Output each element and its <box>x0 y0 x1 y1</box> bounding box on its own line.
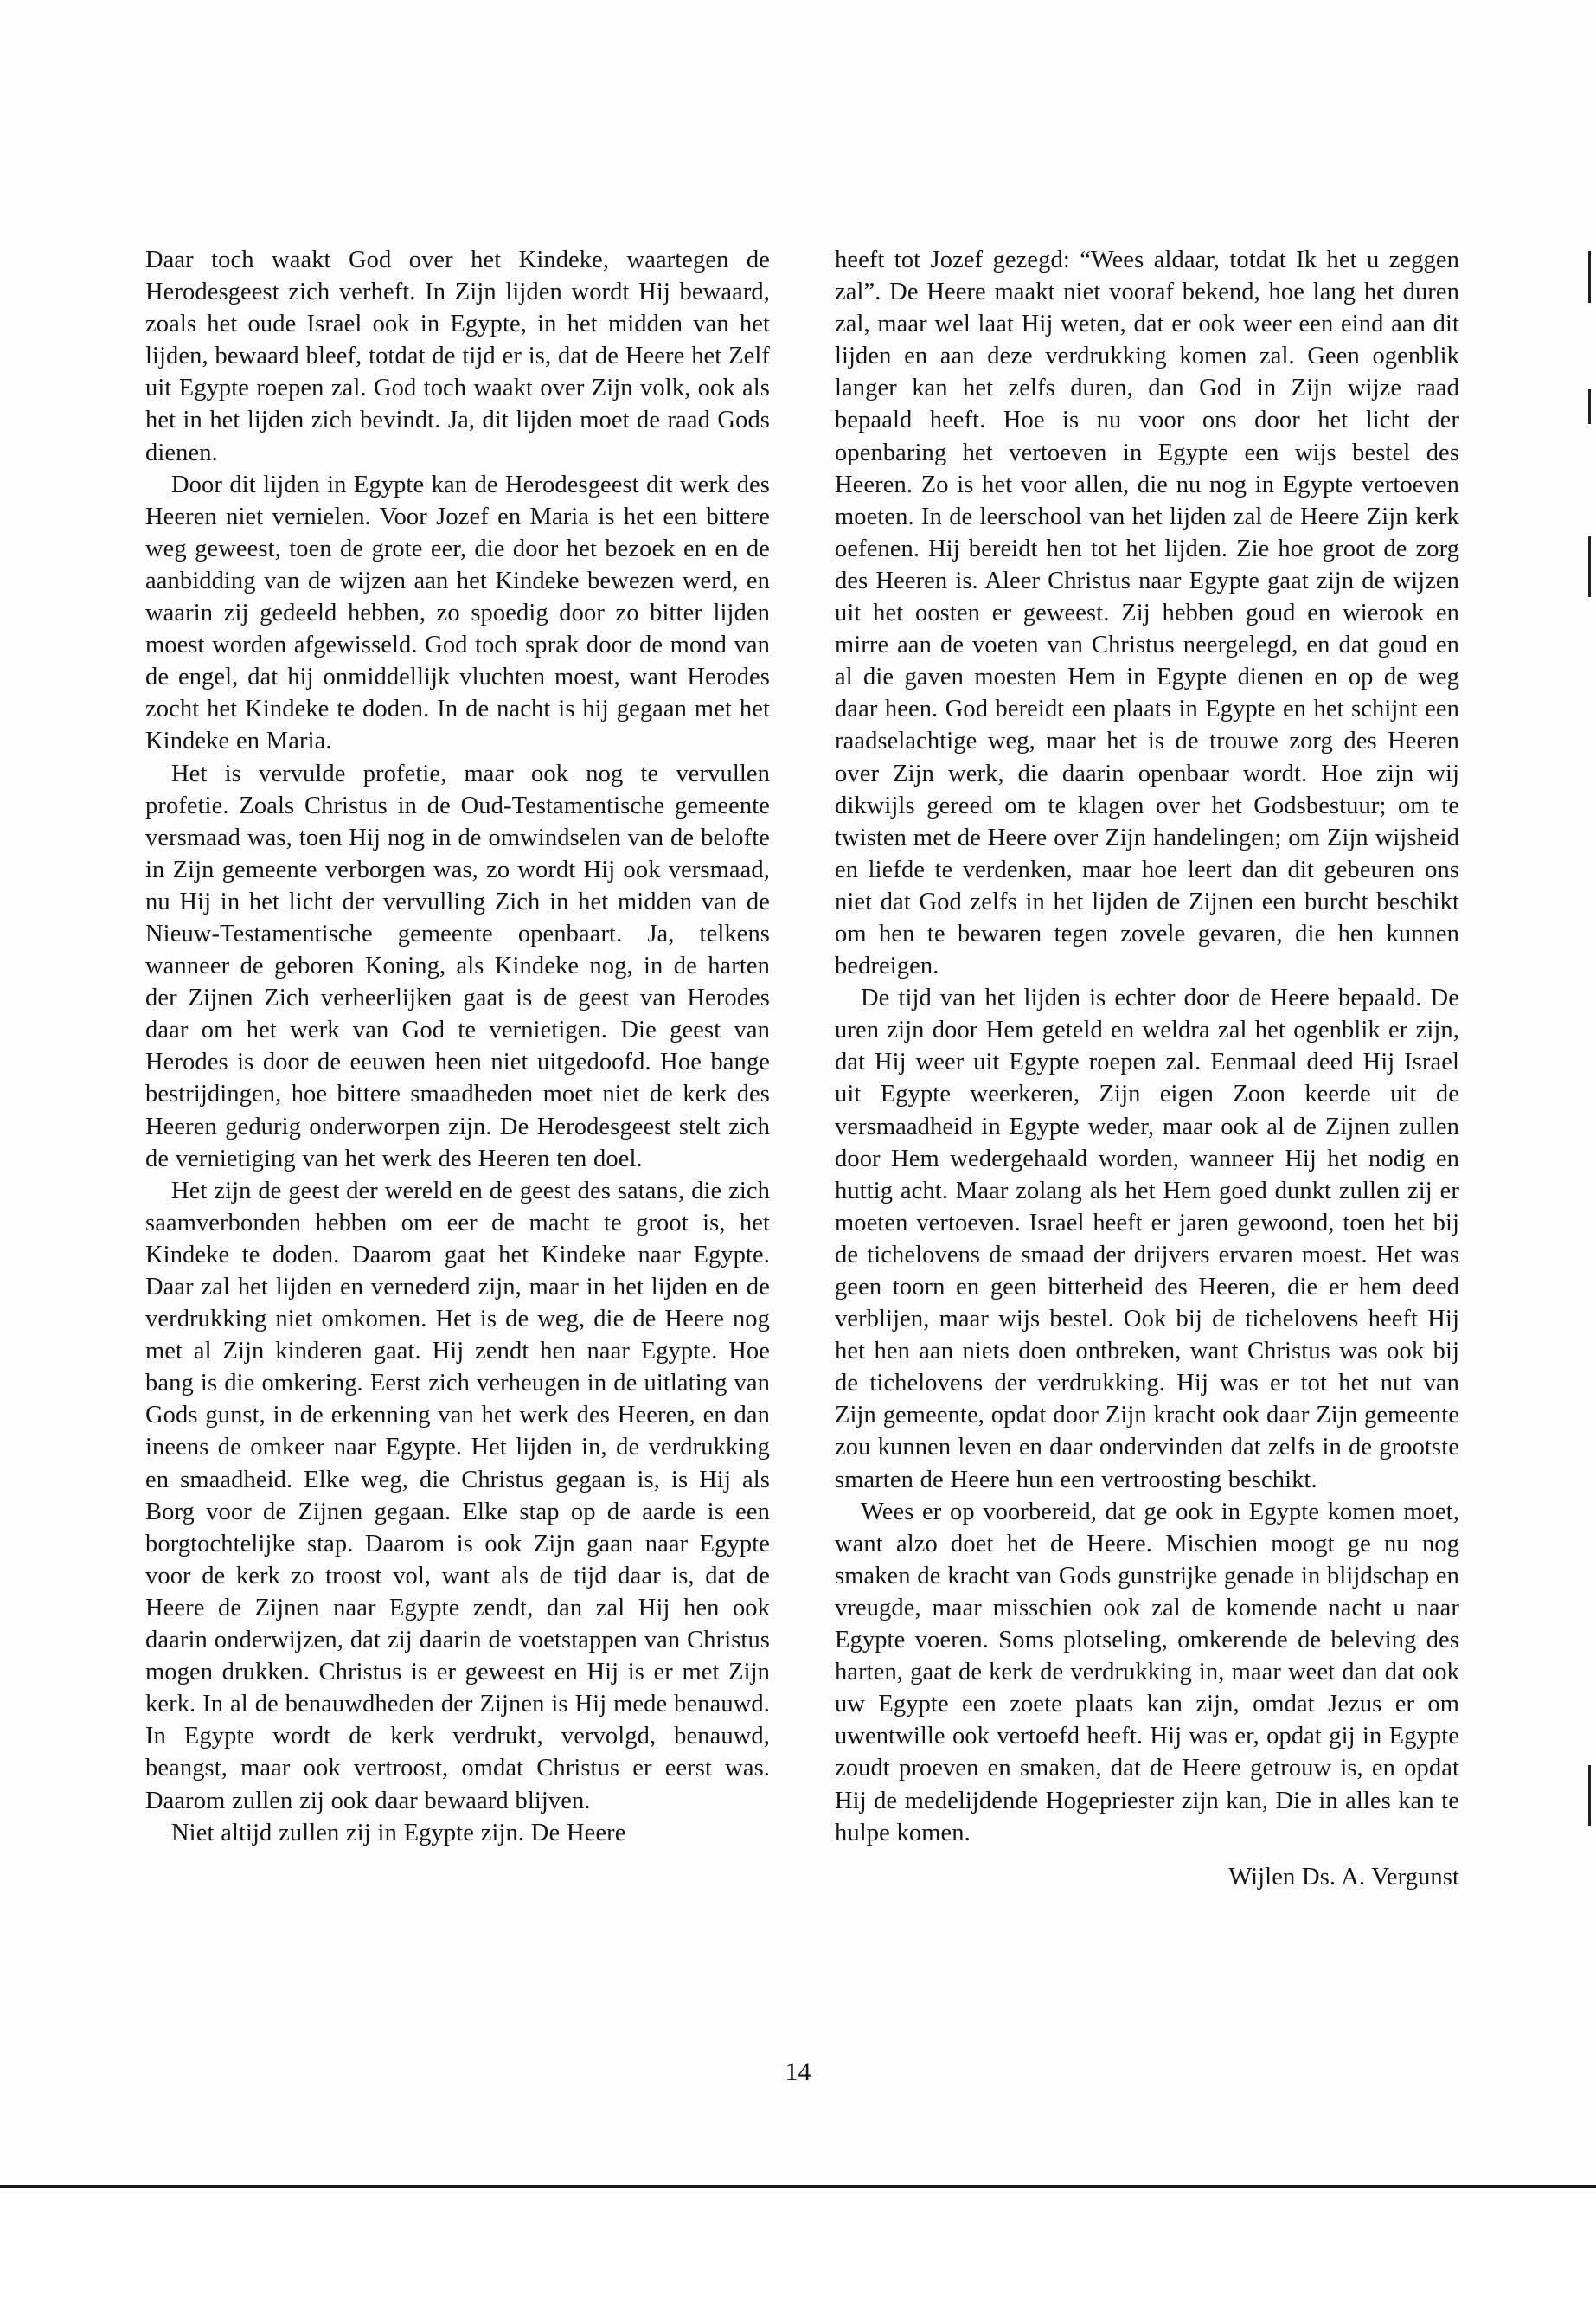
scan-mark <box>1588 251 1591 303</box>
paragraph: De tijd van het lijden is echter door de Heere bepaald. De uren zijn door Hem geteld en weldra zal het ogenblik er zijn, dat Hij weer uit Egypte roepen zal. Eenmaal deed Hij Israel uit Egypte weerkeren, Zijn eigen Zoon keerde uit de versmaadheid in Egypte weder, maar ook al de Zijnen zullen door Hem wedergehaald worden, wanneer Hij het nodig en huttig acht. Maar zolang als het Hem goed dunkt zullen zij er moeten vertoeven. Israel heeft er jaren gewoond, toen het bij de tichelovens de smaad der drijvers ervaren moest. Het was geen toorn en geen bitterheid des Heeren, die er hem deed verblijen, maar wijs bestel. Ook bij de tichelovens heeft Hij het hen aan niets doen ontbreken, want Christus was ook bij de tichelovens der verdrukking. Hij was er tot het nut van Zijn gemeente, opdat door Zijn kracht ook daar Zijn gemeente zou kunnen leven en daar ondervinden dat zelfs in de grootste smarten de Heere hun een vertroosting beschikt. <box>835 985 1459 1493</box>
paragraph: Niet altijd zullen zij in Egypte zijn. De Heere <box>171 1819 626 1846</box>
author-signature: Wijlen Ds. A. Vergunst <box>1228 1863 1459 1891</box>
paragraph: Wees er op voorbereid, dat ge ook in Egypte komen moet, want alzo doet het de Heere. Mischien moogt ge nu nog smaken de kracht van Gods gunstrijke genade in blijdschap en vreugde, maar misschien ook zal de komende nacht u naar Egypte voeren. Soms plotseling, omkerende de beleving des harten, gaat de kerk de verdrukking in, maar weet dan dat ook uw Egypte een zoete plaats kan zijn, omdat Jezus er om uwentwille ook vertoefd heeft. Hij was er, opdat gij in Egypte zoudt proeven en smaken, dat de Heere getrouw is, en opdat Hij de medelijdende Hogepriester zijn kan, Die in alles kan te hulpe komen. <box>835 1498 1460 1846</box>
scan-mark <box>1588 1765 1591 1826</box>
left-text-column <box>145 244 770 1849</box>
paragraph: heeft tot Jozef gezegd: “Wees aldaar, totdat Ik het u zeggen zal”. De Heere maakt niet vooraf bekend, hoe lang het duren zal, maar wel laat Hij weten, dat er ook weer een eind aan dit lijden en aan deze verdrukking komen zal. Geen ogenblik langer kan het zelfs duren, dan God in Zijn wijze raad bepaald heeft. Hoe is nu voor ons door het licht der openbaring het vertoeven in Egypte een wijs bestel des Heeren. Zo is het voor allen, die nu nog in Egypte vertoeven moeten. In de leerschool van het lijden zal de Heere Zijn kerk oefenen. Hij bereidt hen tot het lijden. Zie hoe groot de zorg des Heeren is. Aleer Christus naar Egypte gaat zijn de wijzen uit het oosten er geweest. Zij hebben goud en wierook en mirre aan de voeten van Christus neergelegd, en dat goud en al die gaven moesten Hem in Egypte dienen en op de weg daar heen. God bereidt een plaats in Egypte en het schijnt een raadselachtige weg, maar het is de trouwe zorg des Heeren over Zijn werk, die daarin openbaar wordt. Hoe zijn wij dikwijls gereed om te klagen over het Godsbestuur; om te twisten met de Heere over Zijn handelingen; om Zijn wijsheid en liefde te verdenken, maar hoe leert dan dit gebeuren ons niet dat God zelfs in het lijden de Zijnen een burcht beschikt om hen te bewaren tegen zovele gevaren, die hen kunnen bedreigen. <box>835 247 1459 980</box>
paragraph: Door dit lijden in Egypte kan de Herodesgeest dit werk des Heeren niet vernielen. Voor Jozef en Maria is het een bittere weg geweest, toen de grote eer, die door het bezoek en en de aanbidding van de wijzen aan het Kindeke bewezen werd, en waarin zij gedeeld hebben, zo spoedig door zo bitter lijden moest worden afgewisseld. God toch sprak door de mond van de engel, dat hij onmiddellijk vluchten moest, want Herodes zocht het Kindeke te doden. In de nacht is hij gegaan met het Kindeke en Maria. <box>145 471 770 755</box>
paragraph: Het is vervulde profetie, maar ook nog te vervullen profetie. Zoals Christus in de Oud-Testamentische gemeente versmaad was, toen Hij nog in de omwindselen van de belofte in Zijn gemeente verborgen was, zo wordt Hij ook versmaad, nu Hij in het licht der vervulling Zich in het midden van de Nieuw-Testamentische gemeente openbaart. Ja, telkens wanneer de geboren Koning, als Kindeke nog, in de harten der Zijnen Zich verheerlijken gaat is de geest van Herodes daar om het werk van God te vernietigen. Die geest van Herodes is door de eeuwen heen niet uitgedoofd. Hoe bange bestrijdingen, hoe bittere smaadheden moet niet de kerk des Heeren gedurig onderworpen zijn. De Herodesgeest stelt zich de vernietiging van het werk des Heeren ten doel. <box>145 760 770 1172</box>
paragraph: Het zijn de geest der wereld en de geest des satans, die zich saamverbonden hebben om eer de macht te groot is, het Kindeke te doden. Daarom gaat het Kindeke naar Egypte. Daar zal het lijden en vernederd zijn, maar in het lijden en de verdrukking niet omkomen. Het is de weg, die de Heere nog met al Zijn kinderen gaat. Hij zendt hen naar Egypte. Hoe bang is die omkering. Eerst zich verheugen in de uitlating van Gods gunst, in de erkenning van het werk des Heeren, en dan ineens de omkeer naar Egypte. Het lijden in, de verdrukking en smaadheid. Elke weg, die Christus gegaan is, is Hij als Borg voor de Zijnen gegaan. Elke stap op de aarde is een borgtochtelijke stap. Daarom is ook Zijn gaan naar Egypte voor de kerk zo troost vol, want als de tijd daar is, dat de Heere de Zijnen naar Egypte zendt, dan zal Hij hen ook daarin onderwijzen, dat zij daarin de voetstappen van Christus mogen drukken. Christus is er geweest en Hij is er met Zijn kerk. In al de benauwdheden der Zijnen is Hij mede benauwd. In Egypte wordt de kerk verdrukt, vervolgd, benauwd, beangst, maar ook vertroost, omdat Christus er eerst was. Daarom zullen zij ook daar bewaard blijven. <box>145 1177 770 1814</box>
scan-border <box>0 2185 1596 2305</box>
paragraph: Daar toch waakt God over het Kindeke, waartegen de Herodesgeest zich verheft. In Zijn lijden wordt Hij bewaard, zoals het oude Israel ook in Egypte, in het midden van het lijden, bewaard bleef, totdat de tijd er is, dat de Heere het Zelf uit Egypte roepen zal. God toch waakt over Zijn volk, ook als het in het lijden zich bevindt. Ja, dit lijden moet de raad Gods dienen. <box>145 247 770 466</box>
page-number: 14 <box>785 2058 811 2086</box>
scan-mark <box>1588 389 1591 424</box>
right-text-column <box>835 244 1459 1893</box>
scan-mark <box>1588 536 1591 597</box>
